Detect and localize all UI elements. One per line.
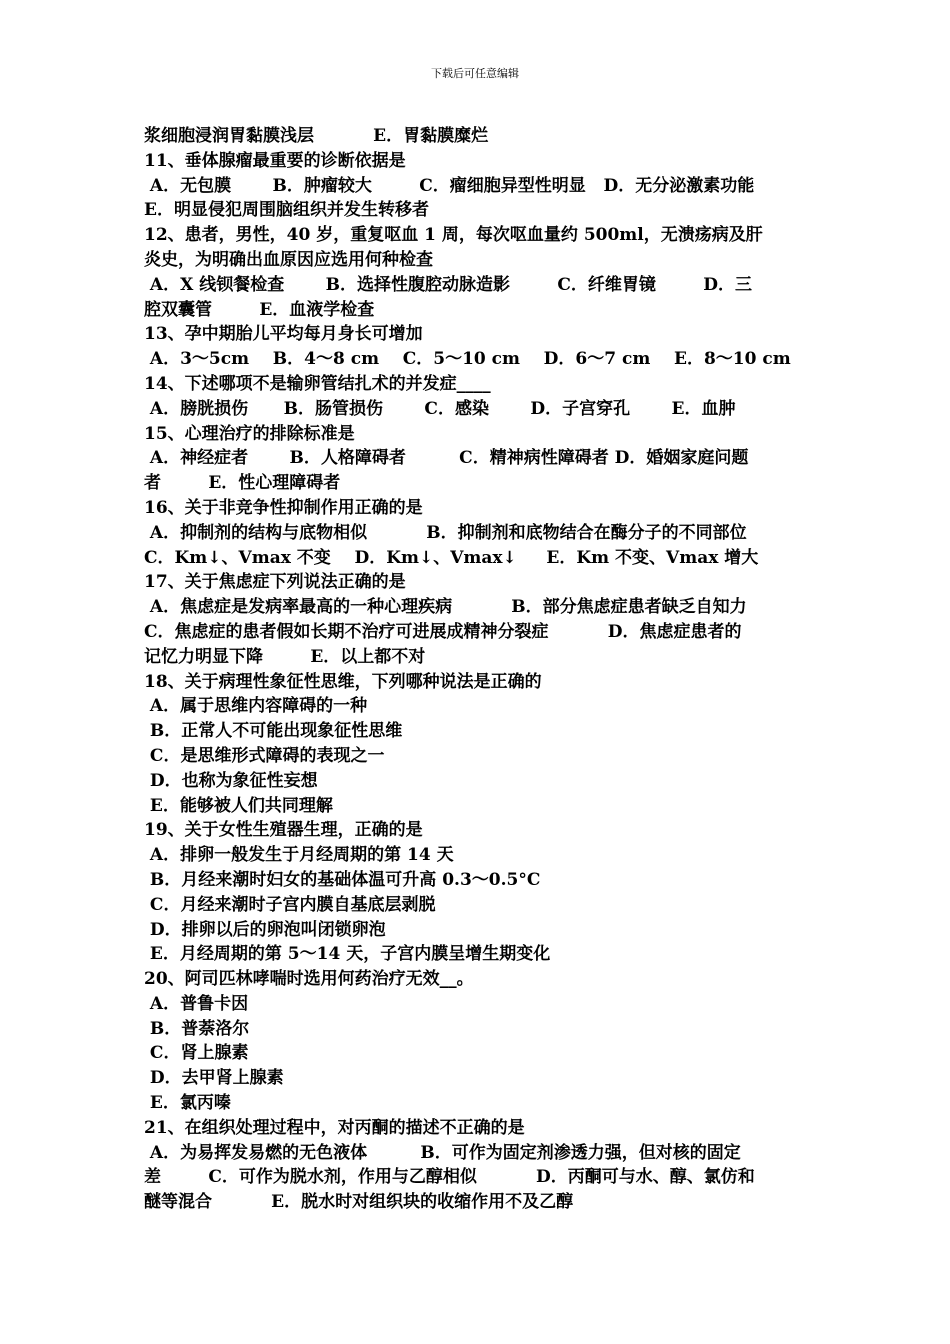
option-20-d: D．去甲肾上腺素 [144,1068,284,1089]
options-12-cont: 腔双囊管 E．血液学检查 [144,299,375,320]
options-21-cont: 差 C．可作为脱水剂，作用与乙醇相似 D．丙酮可与水、醇、氯仿和 [144,1167,755,1188]
question-13: 13、孕中期胎儿平均每月身长可增加 [144,324,423,345]
option-20-a: A．普鲁卡因 [144,993,249,1014]
options-17-cont: C．焦虑症的患者假如长期不治疗可进展成精神分裂症 D．焦虑症患者的 [144,621,742,642]
options-17-cont2: 记忆力明显下降 E．以上都不对 [144,646,426,667]
option-18-c: C．是思维形式障碍的表现之一 [144,745,385,766]
options-11: A．无包膜 B．肿瘤较大 C．瘤细胞异型性明显 D．无分泌激素功能 [144,175,755,196]
question-15: 15、心理治疗的排除标准是 [144,423,355,444]
option-19-b: B．月经来潮时妇女的基础体温可升高 0.3～0.5°C [144,869,541,890]
option-19-c: C．月经来潮时子宫内膜自基底层剥脱 [144,894,436,915]
page-header: 下载后可任意编辑 [431,67,519,80]
question-12-cont: 炎史，为明确出血原因应选用何种检查 [144,249,433,270]
options-13: A．3～5cm B．4～8 cm C．5～10 cm D．6～7 cm E．8～10 cm [144,349,791,370]
option-18-e: E．能够被人们共同理解 [144,795,333,816]
document-body [144,124,808,1215]
options-15: A．神经症者 B．人格障碍者 C．精神病性障碍者 D．婚姻家庭问题 [144,448,749,469]
question-20: 20、阿司匹林哮喘时选用何药治疗无效__。 [144,969,474,990]
option-19-e: E．月经周期的第 5～14 天，子宫内膜呈增生期变化 [144,944,551,965]
options-21-cont2: 醚等混合 E．脱水时对组织块的收缩作用不及乙醇 [144,1192,574,1213]
options-16: A．抑制剂的结构与底物相似 B．抑制剂和底物结合在酶分子的不同部位 [144,522,747,543]
options-14: A．膀胱损伤 B．肠管损伤 C．感染 D．子宫穿孔 E．血肿 [144,398,736,419]
question-18: 18、关于病理性象征性思维，下列哪种说法是正确的 [144,671,542,692]
option-20-e: E．氯丙嗪 [144,1093,231,1114]
question-17: 17、关于焦虑症下列说法正确的是 [144,572,406,593]
question-11: 11、垂体腺瘤最重要的诊断依据是 [144,150,406,171]
options-16-cont: C．Km↓、Vmax 不变 D．Km↓、Vmax↓ E．Km 不变、Vmax 增大 [144,547,759,568]
option-19-a: A．排卵一般发生于月经周期的第 14 天 [144,845,454,866]
options-12: A．X 线钡餐检查 B．选择性腹腔动脉造影 C．纤维胃镜 D．三 [144,274,752,295]
question-14: 14、下述哪项不是输卵管结扎术的并发症____ [144,373,491,394]
question-19: 19、关于女性生殖器生理，正确的是 [144,820,423,841]
options-15-cont: 者 E．性心理障碍者 [144,473,341,494]
option-20-b: B．普萘洛尔 [144,1018,250,1039]
text-line: 浆细胞浸润胃黏膜浅层 E．胃黏膜糜烂 [144,126,489,146]
option-18-d: D．也称为象征性妄想 [144,770,318,791]
option-20-c: C．肾上腺素 [144,1043,249,1064]
question-21: 21、在组织处理过程中，对丙酮的描述不正确的是 [144,1117,525,1138]
question-12: 12、患者，男性，40 岁，重复呕血 1 周，每次呕血量约 500ml，无溃疡病及肝 [144,225,763,246]
option-18-a: A．属于思维内容障碍的一种 [144,696,368,717]
options-21: A．为易挥发易燃的无色液体 B．可作为固定剂渗透力强，但对核的固定 [144,1142,741,1163]
option-18-b: B．正常人不可能出现象征性思维 [144,721,403,742]
options-17: A．焦虑症是发病率最高的一种心理疾病 B．部分焦虑症患者缺乏自知力 [144,597,747,618]
options-11-cont: E．明显侵犯周围脑组织并发生转移者 [144,200,429,221]
question-16: 16、关于非竞争性抑制作用正确的是 [144,497,423,518]
option-19-d: D．排卵以后的卵泡叫闭锁卵泡 [144,919,386,940]
